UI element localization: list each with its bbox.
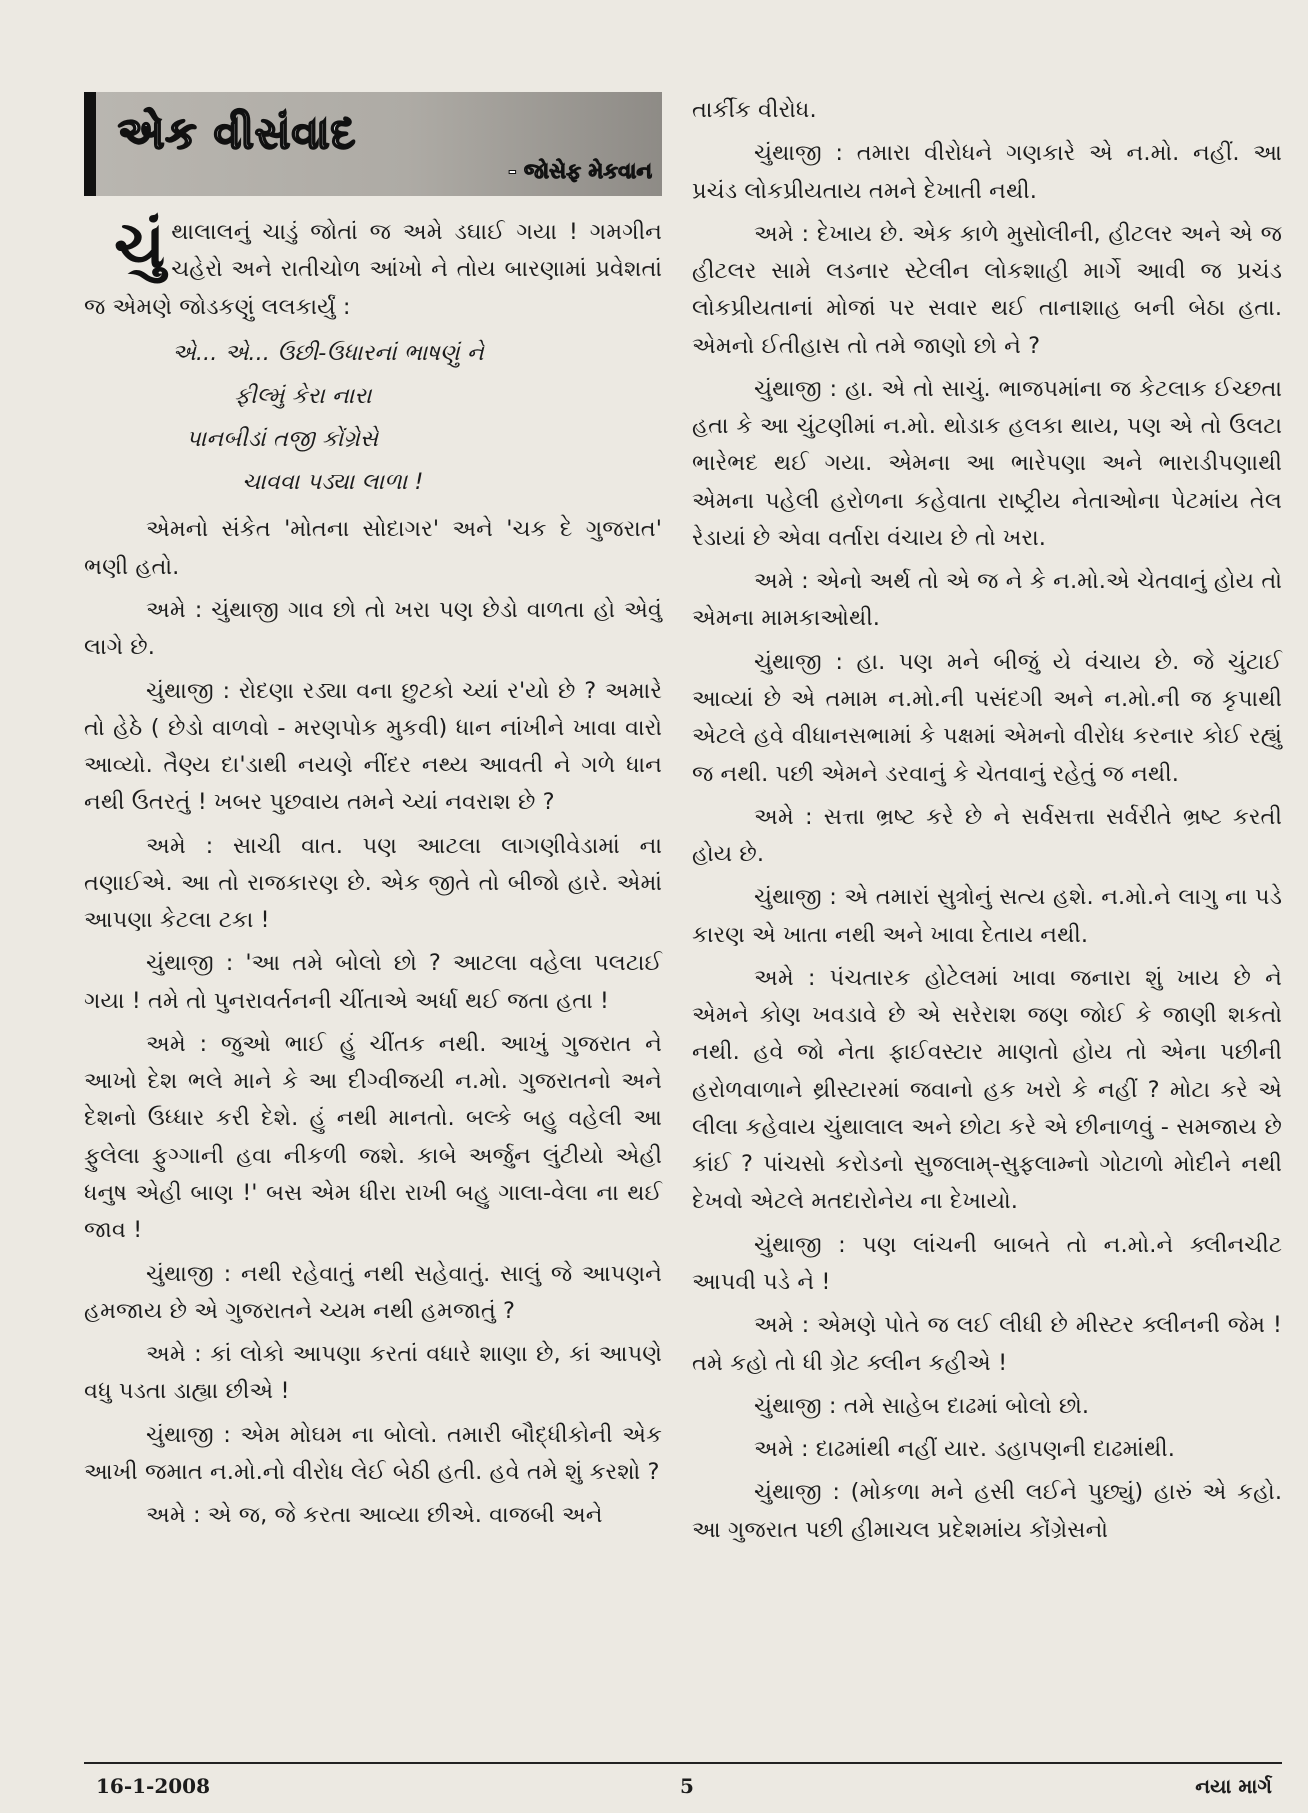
body-paragraph: ચુંથાજી : (મોકળા મને હસી લઈને પુછ્યું) હારું એ કહો. આ ગુજરાત પછી હીમાચલ પ્રદેશમાંય કોંગ્રેસનો xyxy=(692,1479,1282,1543)
poem-line: ચાવવા પડ્યા લાળા ! xyxy=(242,468,424,495)
opening-paragraph xyxy=(84,209,662,326)
body-paragraph: ચુંથાજી : એ તમારાં સુત્રોનું સત્ય હશે. ન.મો.ને લાગુ ના પડે કારણ એ ખાતા નથી અને ખાવા દેતાય નથી. xyxy=(692,884,1282,948)
body-paragraph: અમે : ચુંથાજી ગાવ છો તો ખરા પણ છેડો વાળતા હો એવું લાગે છે. xyxy=(84,597,662,661)
drop-cap: ચું xyxy=(114,209,166,283)
magazine-name: નયા માર્ગ xyxy=(1195,1774,1272,1798)
body-paragraph: ચુંથાજી : 'આ તમે બોલો છો ? આટલા વહેલા પલટાઈ ગયા ! તમે તો પુનરાવર્તનની ચીંતાએ અર્ધા થઈ જતા હતા ! xyxy=(84,950,662,1014)
body-paragraph: અમે : એમણે પોતે જ લઈ લીધી છે મીસ્ટર ક્લીનની જેમ ! તમે કહો તો ધી ગ્રેટ ક્લીન કહીએ ! xyxy=(692,1312,1282,1376)
body-paragraph: ચુંથાજી : તમે સાહેબ દાઢમાં બોલો છો. xyxy=(754,1392,1090,1419)
body-paragraph: ચુંથાજી : રોદણા રડ્યા વના છુટકો ચ્યાં ર'યો છે ? અમારે તો હેઠે ( છેડો વાળવો - મરણપોક મુકવી) ધાન નાંખીને ખાવા વારો આવ્યો. તૈણ્ય દા'ડાથી નયણે નીંદર નથ્ય આવતી ને ગળે ધાન નથી ઉતરતું ! ખબર પુછવાય તમને ચ્યાં નવરાશ છે ? xyxy=(84,677,662,816)
body-paragraph: અમે : સાચી વાત. પણ આટલા લાગણીવેડામાં ના તણાઈએ. આ તો રાજકારણ છે. એક જીતે તો બીજો હારે. એમાં આપણા કેટલા ટકા ! xyxy=(84,832,662,934)
poem-verse xyxy=(84,332,662,504)
body-paragraph: અમે : દાઢમાંથી નહીં યાર. ડહાપણની દાઢમાંથી. xyxy=(754,1436,1175,1463)
body-paragraph: ચુંથાજી : પણ લાંચની બાબતે તો ન.મો.ને ક્લીનચીટ આપવી પડે ને ! xyxy=(692,1231,1282,1295)
footer-divider xyxy=(84,1762,1282,1764)
body-paragraph: ચુંથાજી : નથી રહેવાતું નથી સહેવાતું. સાલું જે આપણને હમજાય છે એ ગુજરાતને ચ્યમ નથી હમજાતું ? xyxy=(84,1260,662,1324)
body-paragraph: અમે : કાં લોકો આપણા કરતાં વધારે શાણા છે, કાં આપણે વધુ પડતા ડાહ્યા છીએ ! xyxy=(84,1341,662,1405)
poem-line: ફીલ્મું કેરા નારા xyxy=(234,382,372,409)
body-paragraph: એમનો સંકેત 'મોતના સોદાગર' અને 'ચક દે ગુજરાત' ભણી હતો. xyxy=(84,516,662,580)
right-column xyxy=(692,92,1282,1555)
body-paragraph: અમે : પંચતારક હોટેલમાં ખાવા જનારા શું ખાય છે ને એમને કોણ ખવડાવે છે એ સરેરાશ જણ જોઈ કે જાણી શકતો નથી. હવે જો નેતા ફાઈવસ્ટાર માણતો હોય તો એના પછીની હરોળવાળાને થ્રીસ્ટારમાં જવાનો હક ખરો કે નહીં ? મોટા કરે એ લીલા કહેવાય ચુંથાલાલ અને છોટા કરે એ છીનાળવું - સમજાય છે કાંઈ ? પાંચસો કરોડનો સુજલામ્-સુફલામ્નો ગોટાળો મોદીને નથી દેખવો એટલે મતદારોનેય ના દેખાયો. xyxy=(692,964,1282,1215)
left-column xyxy=(84,92,662,1540)
continued-line: તાર્કીક વીરોધ. xyxy=(692,97,817,123)
body-paragraph: અમે : એનો અર્થ તો એ જ ને કે ન.મો.એ ચેતવાનું હોય તો એમના મામકાઓથી. xyxy=(692,568,1282,632)
body-paragraph: ચુંથાજી : એમ મોઘમ ના બોલો. તમારી બૌદ્ધીકોની એક આખી જમાત ન.મો.નો વીરોધ લેઈ બેઠી હતી. હવે તમે શું કરશો ? xyxy=(84,1421,662,1485)
body-paragraph: અમે : સત્તા ભ્રષ્ટ કરે છે ને સર્વસત્તા સર્વરીતે ભ્રષ્ટ કરતી હોય છે. xyxy=(692,803,1282,868)
opening-paragraph-text: થાલાલનું ચાડું જોતાં જ અમે ડઘાઈ ગયા ! ગમગીન ચહેરો અને રાતીચોળ આંખો ને તોય બારણામાં પ્રવેશતાં જ એમણે જોડકણું લલકાર્યું : xyxy=(84,219,662,320)
body-paragraph: ચુંથાજી : તમારા વીરોધને ગણકારે એ ન.મો. નહીં. આ પ્રચંડ લોકપ્રીયતાય તમને દેખાતી નથી. xyxy=(692,140,1282,204)
article-title: એક વીસંવાદ xyxy=(118,108,357,159)
body-paragraph: અમે : દેખાય છે. એક કાળે મુસોલીની, હીટલર અને એ જ હીટલર સામે લડનાર સ્ટેલીન લોકશાહી માર્ગે આવી જ પ્રચંડ લોકપ્રીયતાનાં મોજાં પર સવાર થઈ તાનાશાહ બની બેઠા હતા. એમનો ઈતીહાસ તો તમે જાણો છો ને ? xyxy=(692,220,1282,359)
body-paragraph: ચુંથાજી : હા. પણ મને બીજું યે વંચાય છે. જે ચુંટાઈ આવ્યાં છે એ તમામ ન.મો.ની પસંદગી અને ન.મો.ની જ કૃપાથી એટલે હવે વીધાનસભામાં કે પક્ષમાં એમનો વીરોધ કરનાર કોઈ રહ્યું જ નથી. પછી એમને ડરવાનું કે ચેતવાનું રહેતું જ નથી. xyxy=(692,648,1282,787)
page-number: 5 xyxy=(680,1774,694,1798)
title-banner xyxy=(84,92,662,196)
poem-line: પાનબીડાં તજી કોંગ્રેસે xyxy=(186,425,379,452)
body-paragraph: ચુંથાજી : હા. એ તો સાચું. ભાજપમાંના જ કેટલાક ઈચ્છતા હતા કે આ ચુંટણીમાં ન.મો. થોડાક હલકા થાય, પણ એ તો ઉલટા ભારેભદ થઈ ગયા. એમના આ ભારેપણા અને ભારાડીપણાથી એમના પહેલી હરોળના કહેવાતા રાષ્ટ્રીય નેતાઓના પેટમાંય તેલ રેડાયાં છે એવા વર્તારા વંચાય છે તો ખરા. xyxy=(692,375,1282,551)
body-paragraph: અમે : જુઓ ભાઈ હું ચીંતક નથી. આખું ગુજરાત ને આખો દેશ ભલે માને કે આ દીગ્વીજયી ન.મો. ગુજરાતનો અને દેશનો ઉધ્ધાર કરી દેશે. હું નથી માનતો. બલ્કે બહુ વહેલી આ ફુલેલા ફુગ્ગાની હવા નીકળી જશે. કાબે અર્જુન લુંટીયો એહી ધનુષ એહી બાણ !' બસ એમ ધીરા રાખી બહુ ગાલા-વેલા ના થઈ જાવ ! xyxy=(84,1030,663,1244)
body-paragraph: અમે : એ જ, જે કરતા આવ્યા છીએ. વાજબી અને xyxy=(146,1502,603,1529)
issue-date: 16-1-2008 xyxy=(96,1774,211,1798)
poem-line: એ... એ... ઉછી-ઉધારનાં ભાષણું ને xyxy=(172,339,484,366)
article-author: - જોસેફ મેકવાન xyxy=(508,159,652,183)
